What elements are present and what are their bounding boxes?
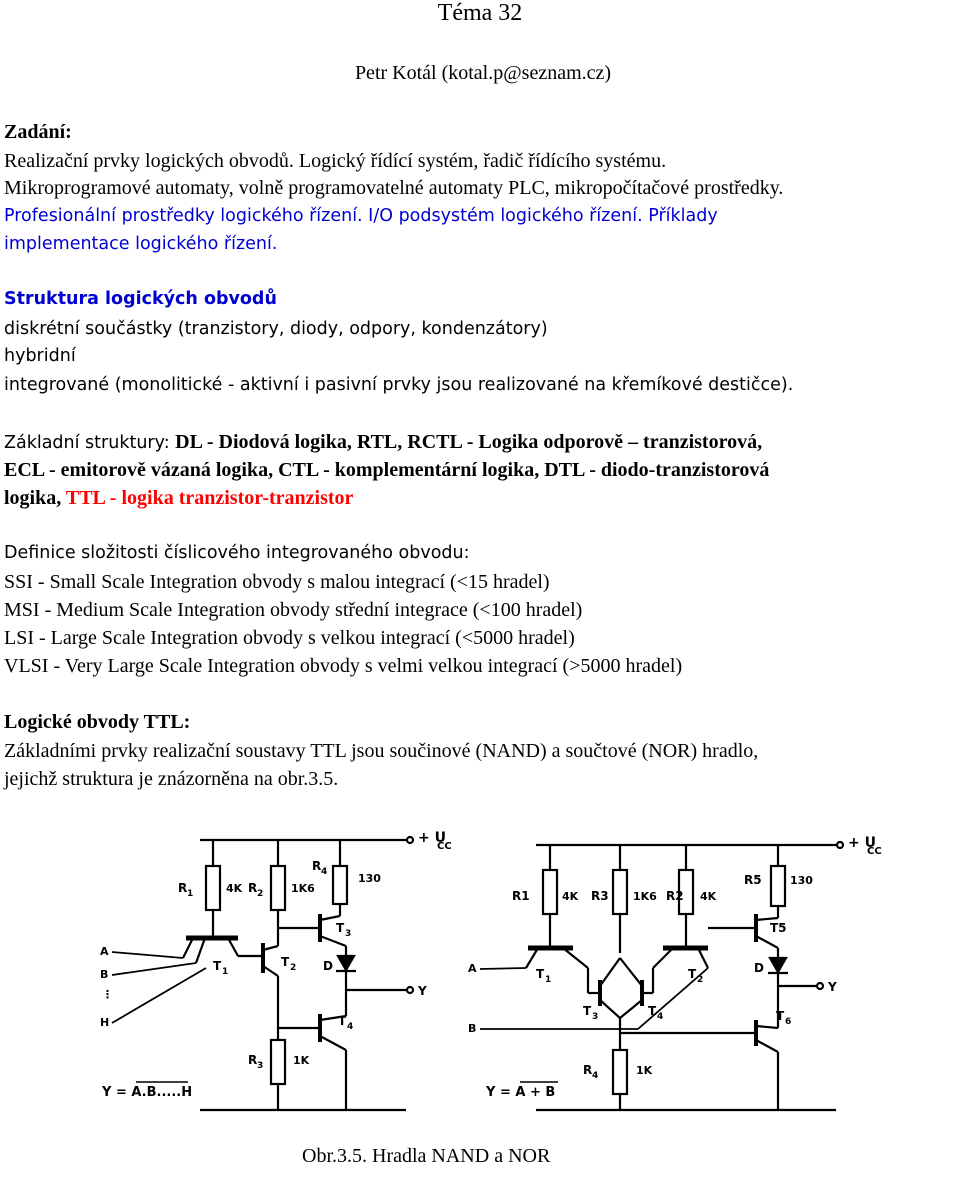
svg-text:1: 1 [222,967,229,977]
nor-supply-label: + U [848,835,876,851]
nand-t3-label: T [336,921,345,935]
nor-supply-sub: CC [867,846,882,857]
nor-formula: Y = A + B [486,1085,556,1100]
nand-t4-label: T [338,1014,347,1028]
zakladni-line-3 [4,487,353,510]
nor-r1-value: 4K [562,890,579,903]
nand-formula: Y = A.B.....H [102,1085,193,1100]
figure-caption: Obr.3.5. Hradla NAND a NOR [302,1145,551,1167]
nor-gate-circuit [468,835,882,1110]
definice-msi: MSI - Medium Scale Integration obvody střední integrace (<100 hradel) [4,599,583,621]
author-line: Petr Kotál (kotal.p@seznam.cz) [354,62,612,84]
svg-text:6: 6 [785,1017,792,1027]
zakladni-line-2: ECL - emitorově vázaná logika, CTL - komplementární logika, DTL - diodo-tranzistorová [4,459,770,481]
nor-t5-label: T5 [770,921,787,935]
svg-text:2: 2 [290,963,297,973]
svg-text:2: 2 [257,889,264,899]
zakladni-line-3-start: logika, [4,487,66,509]
ttl-gates-schematic [88,818,882,1180]
svg-text:3: 3 [257,1061,264,1071]
ttl-heading: Logické obvody TTL: [4,711,191,733]
nor-r4-value: 1K [636,1064,653,1077]
nand-r1-value: 4K [226,882,243,895]
struktura-heading: Struktura logických obvodů [4,289,277,309]
ttl-line-1: Základními prvky realizační soustavy TTL jsou součinové (NAND) a součtové (NOR) hradlo, [4,740,759,762]
definice-lsi: LSI - Large Scale Integration obvody s velkou integrací (<5000 hradel) [4,627,575,649]
nand-input-a: A [100,945,109,958]
definice-heading: Definice složitosti číslicového integrovaného obvodu: [4,543,470,563]
zadani-line-3: Profesionální prostředky logického řízení. I/O podsystém logického řízení. Příklady [4,206,718,226]
nand-t2-label: T [281,955,290,969]
nand-supply-label: + U [418,830,446,846]
ttl-highlight: TTL - logika tranzistor-tranzistor [65,487,354,509]
nor-r4-resistor [613,1050,627,1094]
definice-ssi: SSI - Small Scale Integration obvody s malou integrací (<15 hradel) [4,571,550,593]
zadani-line-4: implementace logického řízení. [4,234,278,254]
svg-text:4: 4 [321,867,328,877]
nor-t1-label: T [536,967,545,981]
page-title: Téma 32 [437,0,523,26]
zadani-line-1: Realizační prvky logických obvodů. Logický řídící systém, řadič řídícího systému. [4,150,667,172]
nor-r4-label: R [583,1063,593,1077]
nand-supply-sub: CC [437,841,452,852]
nand-r2-label: R [248,881,258,895]
nor-input-a: A [468,962,477,975]
nand-gate-circuit [100,830,452,1110]
nand-r1-label: R [178,881,188,895]
nand-r4-value: 130 [358,872,381,885]
nand-r3-label: R [248,1053,258,1067]
definice-vlsi: VLSI - Very Large Scale Integration obvody s velmi velkou integrací (>5000 hradel) [4,655,683,677]
nand-r3-resistor [271,1040,285,1084]
nor-d-label: D [754,961,764,975]
nor-r2-label: R2 [666,889,684,903]
nand-d-label: D [323,959,333,973]
zadani-line-2: Mikroprogramové automaty, volně programovatelné automaty PLC, mikropočítačové prostředky. [4,177,784,199]
svg-text:1: 1 [187,889,194,899]
zadani-heading: Zadání: [4,121,72,143]
nor-r3-label: R3 [591,889,609,903]
nor-r5-value: 130 [790,874,813,887]
struktura-line-3: integrované (monolitické - aktivní i pasivní prvky jsou realizované na křemíkové destičce). [4,375,794,395]
nand-r3-value: 1K [293,1054,310,1067]
nand-r1-resistor [206,866,220,910]
nand-input-b: B [100,968,109,981]
nand-output-y: Y [418,984,427,998]
nor-r5-label: R5 [744,873,762,887]
nor-r1-label: R1 [512,889,530,903]
svg-text:4: 4 [347,1022,354,1032]
nor-t2-label: T [688,967,697,981]
svg-text:⋮: ⋮ [102,988,113,1001]
svg-text:3: 3 [345,929,352,939]
svg-text:2: 2 [697,975,704,985]
ttl-line-2: jejichž struktura je znázorněna na obr.3.5. [4,768,339,790]
zakladni-intro: Základní struktury: [4,433,176,453]
nor-output-y: Y [828,980,837,994]
struktura-line-1: diskrétní součástky (tranzistory, diody, odpory, kondenzátory) [4,319,548,339]
zakladni-line-1-rest: DL - Diodová logika, RTL, RCTL - Logika odporově – tranzistorová, [175,431,763,453]
nand-input-h: H [100,1016,110,1029]
nand-r4-resistor [333,866,347,904]
nand-t1-label: T [213,959,222,973]
nor-t6-label: T [776,1009,785,1023]
nor-r2-value: 4K [700,890,717,903]
nor-diode [770,958,786,972]
svg-text:4: 4 [592,1071,599,1081]
svg-text:3: 3 [592,1012,599,1022]
nand-r2-value: 1K6 [291,882,315,895]
nand-r2-resistor [271,866,285,910]
svg-text:4: 4 [657,1012,664,1022]
nor-r1-resistor [543,870,557,914]
nor-r3-resistor [613,870,627,914]
zakladni-line-1 [4,431,762,454]
nor-r5-resistor [771,866,785,906]
nor-input-b: B [468,1022,477,1035]
svg-text:1: 1 [545,975,552,985]
nor-t3-label: T [583,1004,592,1018]
nand-diode [338,956,354,970]
struktura-line-2: hybridní [4,346,76,366]
nand-r4-label: R [312,859,322,873]
nor-t4-label: T [648,1004,657,1018]
nor-r3-value: 1K6 [633,890,657,903]
